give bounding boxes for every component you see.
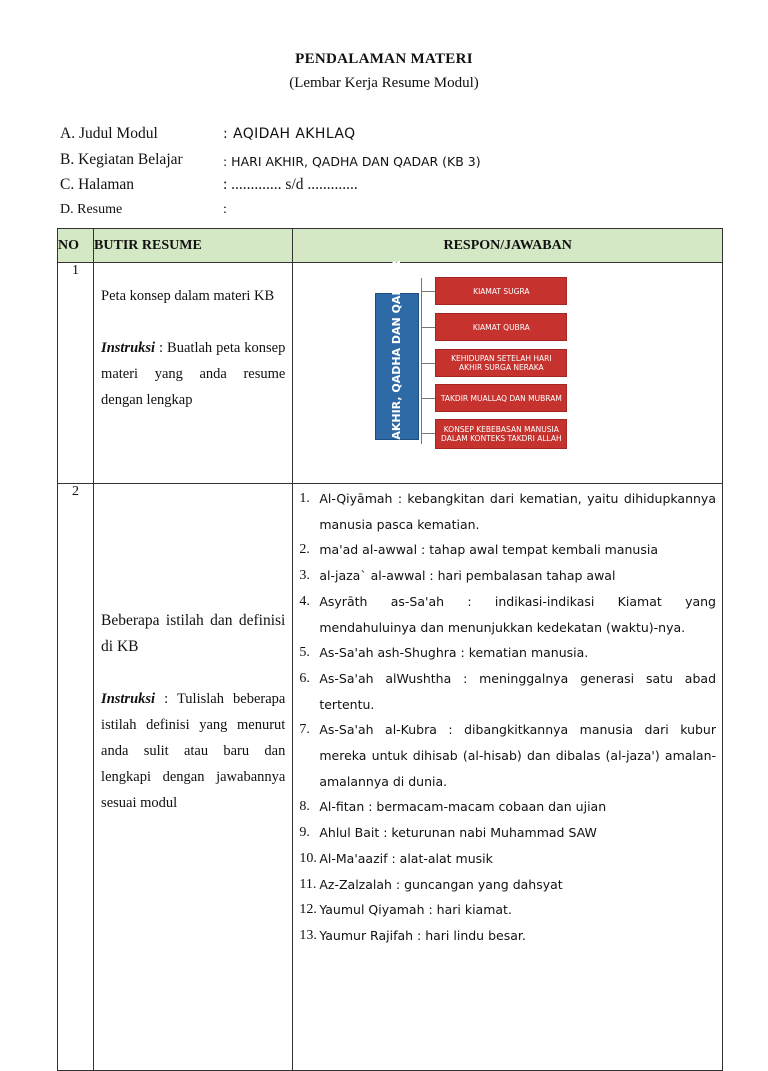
page-subtitle: (Lembar Kerja Resume Modul) bbox=[289, 75, 479, 91]
meta-label: D. Resume bbox=[60, 202, 123, 217]
definition-item bbox=[293, 872, 722, 898]
definition-text: Yaumul Qiyamah : hari kiamat. bbox=[319, 902, 512, 918]
meta-value: : ............. s/d ............. bbox=[223, 176, 358, 193]
concept-map-branch bbox=[421, 398, 435, 399]
definition-text: As-Sa'ah al-Kubra : dibangkitkannya manusia dari kubur mereka untuk dihisab (al-hisab) dan dibalas (al-jaza') amalan-amalannya di dunia. bbox=[319, 722, 716, 789]
definition-number: 7. bbox=[299, 722, 310, 738]
butir-intro: Beberapa istilah dan definisi di KB bbox=[101, 612, 286, 655]
concept-map-node: KONSEP KEBEBASAN MANUSIA DALAM KONTEKS TAKDRI ALLAH bbox=[435, 419, 567, 449]
definition-number: 9. bbox=[299, 825, 310, 841]
header-butir-resume: BUTIR RESUME bbox=[94, 229, 293, 263]
header-respon-jawaban: RESPON/JAWABAN bbox=[293, 229, 723, 263]
definition-number: 12. bbox=[299, 902, 317, 918]
concept-map-main-node bbox=[375, 259, 419, 474]
table-header-row bbox=[58, 229, 723, 263]
respon-cell bbox=[293, 259, 723, 484]
definition-text: As-Sa'ah ash-Shughra : kematian manusia. bbox=[319, 645, 589, 661]
definition-item bbox=[293, 563, 722, 589]
definition-number: 2. bbox=[299, 542, 310, 558]
definition-item bbox=[293, 897, 722, 923]
definition-item bbox=[293, 846, 722, 872]
meta-value: : bbox=[223, 202, 227, 217]
definition-number: 6. bbox=[299, 670, 310, 686]
definition-text: ma'ad al-awwal : tahap awal tempat kembali manusia bbox=[319, 542, 659, 558]
table-row bbox=[58, 263, 723, 484]
definition-text: As-Sa'ah alWushtha : meninggalnya generasi satu abad tertentu. bbox=[319, 670, 716, 712]
instruction-text: : Buatlah peta konsep materi yang anda resume dengan lengkap bbox=[101, 340, 286, 408]
definition-text: Al-Ma'aazif : alat-alat musik bbox=[319, 850, 493, 866]
definition-text: Yaumur Rajifah : hari lindu besar. bbox=[319, 927, 526, 943]
instruction-label: Instruksi bbox=[101, 691, 156, 707]
definition-text: al-jaza` al-awwal : hari pembalasan tahap awal bbox=[319, 568, 616, 584]
definition-number: 1. bbox=[299, 491, 310, 506]
resume-table bbox=[57, 228, 723, 1071]
page-title: PENDALAMAN MATERI bbox=[295, 51, 473, 67]
concept-map-main-label: HARI AKHIR, QADHA DAN QADHAR bbox=[390, 259, 404, 474]
definition-text: Ahlul Bait : keturunan nabi Muhammad SAW bbox=[319, 825, 597, 841]
concept-map-branch bbox=[421, 291, 435, 292]
butir-cell bbox=[94, 263, 293, 484]
concept-map-node: TAKDIR MUALLAQ DAN MUBRAM bbox=[435, 384, 567, 412]
butir-instruction bbox=[101, 335, 285, 413]
definition-text: Al-fitan : bermacam-macam cobaan dan ujian bbox=[319, 799, 607, 815]
definition-item bbox=[293, 923, 722, 949]
meta-label: C. Halaman bbox=[60, 176, 135, 193]
definition-item bbox=[293, 640, 722, 666]
definition-number: 11. bbox=[299, 876, 317, 892]
butir-cell bbox=[94, 484, 293, 1071]
definition-item bbox=[293, 537, 722, 563]
concept-map-branch bbox=[421, 327, 435, 328]
definition-list bbox=[293, 486, 722, 949]
definition-number: 3. bbox=[299, 568, 310, 584]
definition-number: 10. bbox=[299, 850, 317, 866]
definition-text: Al-Qiyāmah : kebangkitan dari kematian, yaitu dihidupkannya manusia pasca kematian. bbox=[319, 491, 716, 532]
butir-intro: Peta konsep dalam materi KB bbox=[101, 288, 275, 304]
concept-map-node: KEHIDUPAN SETELAH HARI AKHIR SURGA NERAKA bbox=[435, 349, 567, 377]
definition-number: 13. bbox=[299, 927, 317, 943]
meta-value: : HARI AKHIR, QADHA DAN QADAR (KB 3) bbox=[223, 154, 481, 169]
meta-label: B. Kegiatan Belajar bbox=[60, 151, 183, 168]
definition-item bbox=[293, 589, 722, 640]
butir-instruction bbox=[101, 686, 285, 816]
definition-number: 4. bbox=[299, 593, 310, 609]
respon-cell bbox=[293, 484, 723, 1071]
definition-item bbox=[293, 717, 722, 794]
header-no: NO bbox=[58, 229, 94, 263]
concept-map-branch bbox=[421, 433, 435, 434]
concept-map-connector bbox=[421, 278, 422, 444]
definition-item bbox=[293, 820, 722, 846]
concept-map-branch bbox=[421, 363, 435, 364]
row-number: 1 bbox=[58, 263, 94, 484]
meta-value: : AQIDAH AKHLAQ bbox=[223, 126, 356, 142]
definition-item bbox=[293, 794, 722, 820]
row-number: 2 bbox=[58, 484, 94, 1071]
table-row bbox=[58, 484, 723, 1071]
concept-map bbox=[293, 259, 722, 474]
definition-text: Az-Zalzalah : guncangan yang dahsyat bbox=[319, 876, 563, 892]
concept-map-node: KIAMAT QUBRA bbox=[435, 313, 567, 341]
instruction-text: : Tulislah beberapa istilah definisi yang menurut anda sulit atau baru dan lengkapi dengan jawabannya sesuai modul bbox=[101, 691, 286, 811]
definition-item bbox=[293, 666, 722, 717]
instruction-label: Instruksi bbox=[101, 340, 156, 356]
definition-number: 8. bbox=[299, 799, 310, 815]
concept-map-node: KIAMAT SUGRA bbox=[435, 277, 567, 305]
definition-item bbox=[293, 486, 722, 537]
meta-label: A. Judul Modul bbox=[60, 125, 158, 142]
definition-text: Asyrāth as-Sa'ah : indikasi-indikasi Kiamat yang mendahuluinya dan menunjukkan kedekatan (waktu)-nya. bbox=[319, 593, 716, 635]
definition-number: 5. bbox=[299, 645, 310, 661]
